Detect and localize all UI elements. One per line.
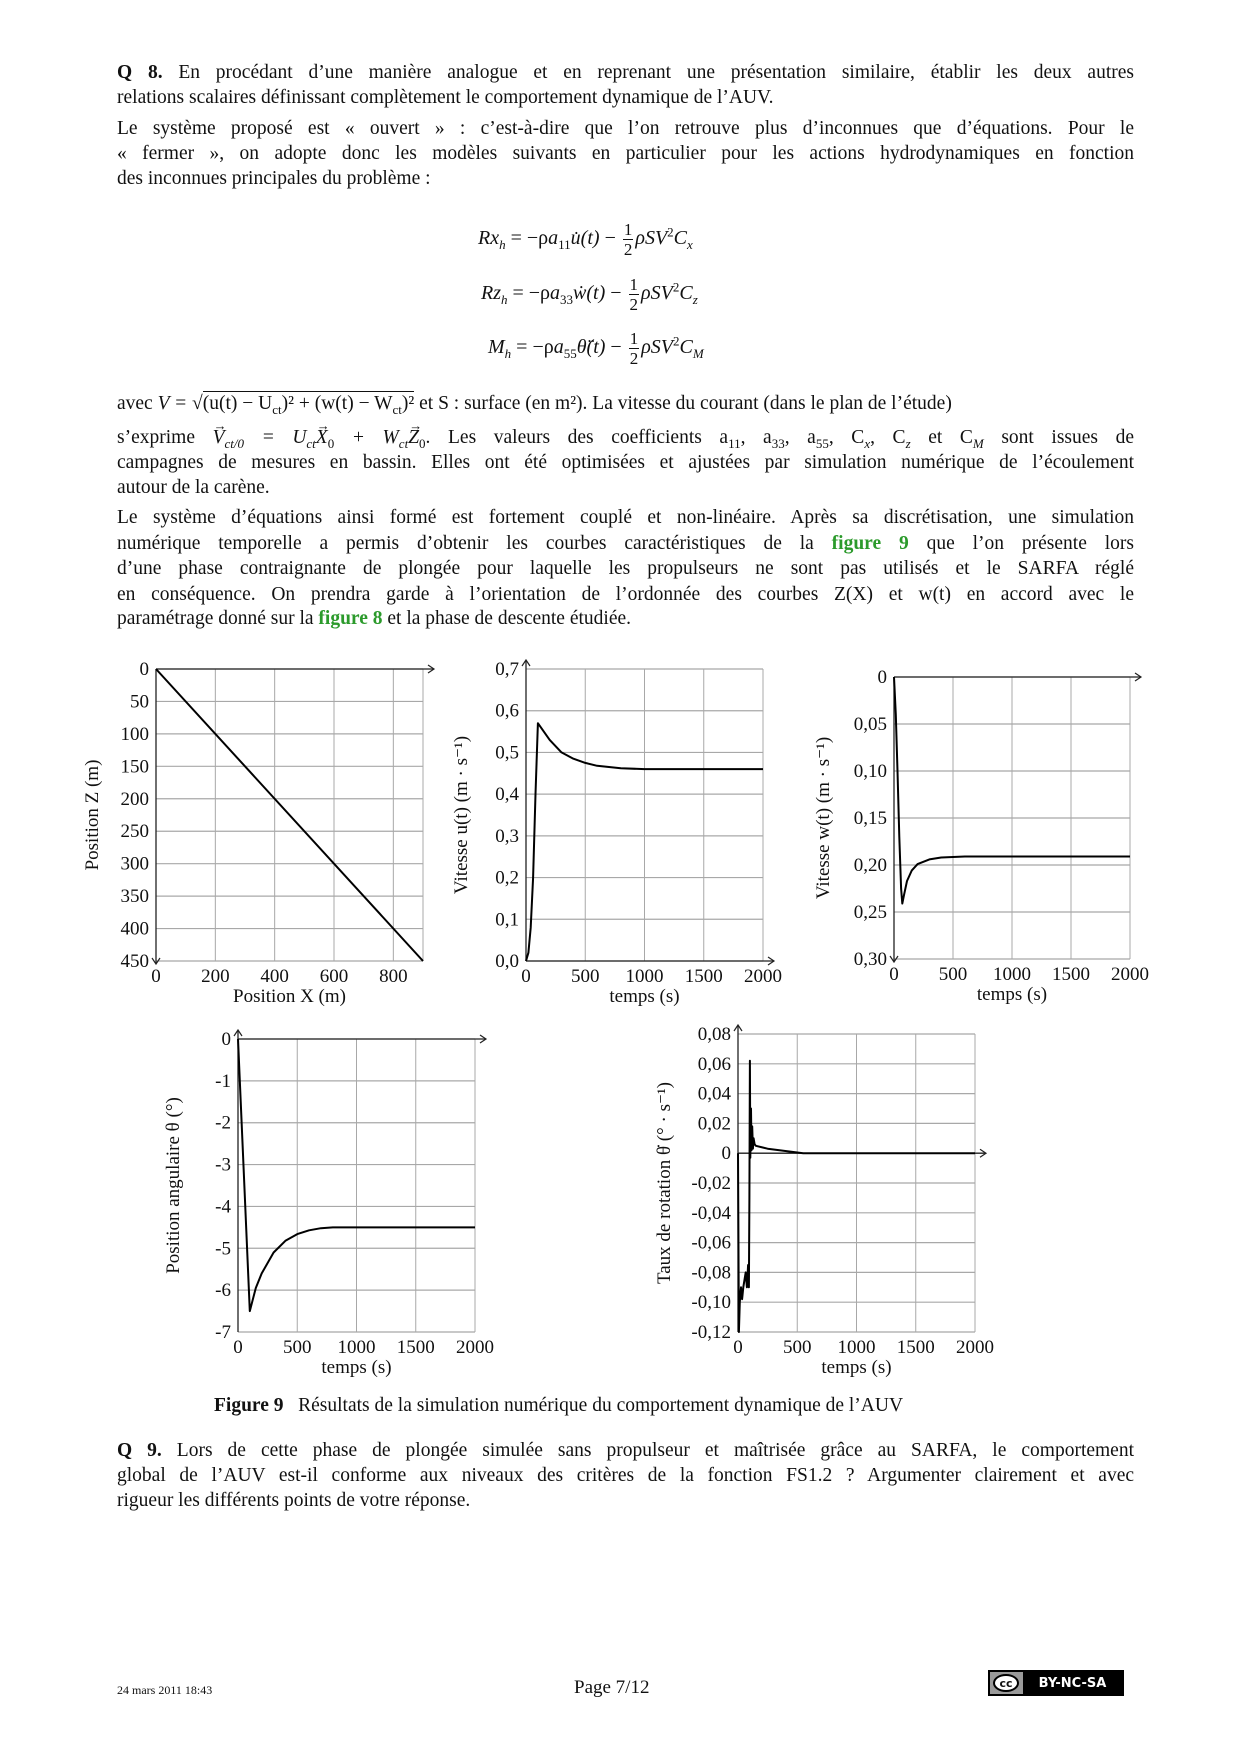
figure-9-link[interactable]: figure 9 (831, 533, 909, 554)
x-tick-label: 0 (733, 1337, 743, 1358)
y-tick-label: -1 (215, 1070, 231, 1092)
y-axis-label: Vitesse w(t) (m · s⁻¹) (813, 736, 834, 900)
y-tick-label: 50 (130, 691, 149, 713)
x-tick-label: 0 (889, 964, 899, 985)
equation-rz: $Rz_h$ = $-\rho a_{33}ẇ(t)$ − $\frac{1}{2}$ $\rho SV^2C_z$ (481, 275, 698, 314)
y-tick-label: 0,25 (853, 902, 887, 923)
x-tick-label: 600 (319, 966, 349, 987)
y-tick-label: 0,2 (495, 867, 519, 889)
chart-4 (163, 1029, 494, 1378)
y-axis-label: Position angulaire θ (°) (163, 1097, 184, 1274)
y-tick-label: 0,04 (697, 1083, 731, 1105)
footer-page-number: Page 7/12 (574, 1677, 650, 1698)
chart-3 (813, 667, 1149, 1005)
caption-label: Figure 9 (214, 1395, 284, 1416)
x-tick-label: 1500 (1052, 964, 1090, 985)
x-tick-label: 2000 (456, 1337, 494, 1358)
y-tick-label: 0,3 (495, 825, 519, 847)
para-sim-line-2: numérique temporelle a permis d’obtenir les courbes caractéristiques de la figure 9 que l’on présente lors (117, 533, 1134, 554)
x-axis-label: temps (s) (821, 1357, 892, 1378)
y-tick-label: 0,5 (495, 742, 519, 764)
equation-mh: $M_h$ = $-\rho a_{55}\thetä(t)$ − $\frac{1}{2}$ $\rho SV^2C_M$ (488, 329, 704, 368)
x-tick-label: 1500 (396, 1337, 435, 1358)
y-tick-label: 0,6 (495, 700, 519, 722)
q8-label: Q 8. (117, 62, 163, 83)
x-axis-label: temps (s) (976, 984, 1048, 1005)
x-tick-label: 500 (783, 1337, 812, 1358)
y-tick-label: 0,10 (853, 761, 887, 782)
y-tick-label: -0,06 (691, 1232, 731, 1254)
x-tick-label: 800 (379, 966, 408, 987)
x-axis-label: temps (s) (609, 986, 680, 1007)
y-tick-label: 450 (120, 951, 149, 972)
caption-text: Résultats de la simulation numérique du comportement dynamique de l’AUV (298, 1395, 904, 1416)
chart-5 (654, 1024, 994, 1378)
q8-text: En procédant d’une manière analogue et en reprenant une présentation similaire, établir les deux autres (178, 62, 1134, 83)
y-tick-label: 400 (120, 918, 149, 940)
x-tick-label: 0 (521, 966, 531, 987)
equation-rx: $Rx_h$ = $-\rho a_{11}u̇(t)$ − $\frac{1}{2}$ $\rho SV^2C_x$ (478, 220, 693, 259)
x-tick-label: 2000 (956, 1337, 994, 1358)
y-tick-label: 0,1 (495, 909, 519, 931)
y-axis-label: Vitesse u(t) (m · s⁻¹) (451, 735, 472, 895)
y-tick-label: -3 (215, 1154, 231, 1176)
y-tick-label: 150 (120, 756, 149, 778)
y-tick-label: 0,08 (697, 1024, 731, 1045)
y-tick-label: -0,10 (691, 1292, 731, 1314)
x-tick-label: 1500 (896, 1337, 935, 1358)
q9-label: Q 9. (117, 1440, 162, 1461)
figure-caption (214, 1395, 903, 1417)
y-tick-label: 0,4 (495, 784, 519, 806)
y-tick-label: 0,02 (697, 1113, 731, 1135)
q8-line-2: relations scalaires définissant complètement le comportement dynamique de l’AUV. (117, 87, 774, 108)
x-tick-label: 1000 (625, 966, 664, 987)
y-tick-label: 250 (120, 821, 149, 843)
para-avec-line-1: avec $V = √(u(t) - U_{ct})^2 + (w(t) - W_{ct})^2$ et S : surface (en m²). La vitesse du courant (dans le plan de l’étude) (117, 393, 952, 417)
y-tick-label: 0 (139, 659, 149, 680)
x-tick-label: 1000 (337, 1337, 376, 1358)
chart-2 (451, 659, 782, 1007)
y-tick-label: -2 (215, 1112, 231, 1134)
y-tick-label: 0,15 (853, 808, 887, 829)
para-open-line-1: Le système proposé est « ouvert » : c’est-à-dire que l’on retrouve plus d’inconnues que d’équations. Pour le (117, 118, 1134, 139)
y-axis-label: Position Z (m) (82, 759, 103, 871)
x-tick-label: 500 (571, 966, 600, 987)
x-tick-label: 500 (938, 964, 968, 985)
x-tick-label: 1000 (837, 1337, 876, 1358)
y-tick-label: -4 (215, 1196, 231, 1218)
y-tick-label: 300 (120, 853, 149, 875)
y-tick-label: -7 (215, 1322, 231, 1343)
x-tick-label: 2000 (1111, 964, 1149, 985)
x-axis-label: Position X (m) (233, 986, 346, 1007)
x-tick-label: 0 (151, 966, 161, 987)
y-tick-label: 0 (221, 1029, 231, 1050)
y-tick-label: 0,20 (853, 855, 887, 876)
x-tick-label: 2000 (744, 966, 782, 987)
creative-commons-icon: cc (993, 1674, 1019, 1692)
x-tick-label: 1500 (684, 966, 723, 987)
y-tick-label: 0,0 (495, 951, 519, 972)
para-sim-line-3: d’une phase contraignante de plongée pour laquelle les propulseurs ne sont pas utilisés et le SARFA réglé (117, 558, 1134, 579)
y-tick-label: -0,12 (691, 1322, 731, 1343)
q9-line-3: rigueur les différents points de votre réponse. (117, 1490, 471, 1511)
x-axis-label: temps (s) (321, 1357, 392, 1378)
y-tick-label: 0,30 (853, 949, 887, 970)
y-tick-label: 0,05 (853, 714, 887, 735)
y-tick-label: 350 (120, 886, 149, 908)
q9-line-2: global de l’AUV est-il conforme aux niveaux des critères de la fonction FS1.2 ? Argumenter clairement et avec (117, 1465, 1134, 1486)
y-axis-label: Taux de rotation θ̇ (° · s⁻¹) (654, 1081, 675, 1285)
para-sim-line-1: Le système d’équations ainsi formé est fortement couplé et non-linéaire. Après sa discrétisation, une simulation (117, 507, 1134, 528)
y-tick-label: 0 (721, 1143, 731, 1165)
y-tick-label: -0,02 (691, 1173, 731, 1194)
y-tick-label: -5 (215, 1238, 231, 1260)
chart-1 (82, 659, 434, 1007)
q9-line-1: Q 9. Lors de cette phase de plongée simulée sans propulseur et maîtrisée grâce au SARFA, le comportement (117, 1440, 1135, 1461)
footer-date: 24 mars 2011 18:43 (117, 1683, 213, 1697)
y-tick-label: 200 (120, 788, 149, 810)
para-sim-line-5: paramétrage donné sur la figure 8 et la phase de descente étudiée. (117, 608, 632, 629)
x-tick-label: 200 (201, 966, 230, 987)
x-tick-label: 400 (260, 966, 289, 987)
y-tick-label: -6 (215, 1280, 231, 1302)
license-text: BY-NC-SA (1023, 1672, 1122, 1694)
figure-8-link[interactable]: figure 8 (318, 608, 383, 629)
y-tick-label: 0 (877, 667, 887, 688)
y-tick-label: -0,08 (691, 1262, 731, 1284)
para-avec-line-3: campagnes de mesures en bassin. Elles ont été optimisées et ajustées par simulation numérique de l’écoulement (117, 452, 1134, 473)
license-badge (988, 1670, 1124, 1696)
para-sim-line-4: en conséquence. On prendra garde à l’orientation de l’ordonnée des courbes Z(X) et w(t) en accord avec le (117, 584, 1134, 605)
para-open-line-3: des inconnues principales du problème : (117, 168, 431, 189)
x-tick-label: 1000 (993, 964, 1031, 985)
x-tick-label: 0 (233, 1337, 243, 1358)
para-open-line-2: « fermer », on adopte donc les modèles suivants en particulier pour les actions hydrodynamiques en fonction (117, 143, 1134, 164)
para-avec-line-2: s’exprime → $V_{ct/0} = U_{ct}\to X_0 + W_{ct}\to Z_0$. Les valeurs des coefficients $a_{11}$, $a_{33}$, $a_{55}$, $C_x$, $C_z$ et $C_M$ sont issues de (117, 426, 1134, 450)
para-avec-line-4: autour de la carène. (117, 477, 270, 498)
y-tick-label: 0,06 (697, 1053, 731, 1075)
series-line (156, 669, 423, 961)
y-tick-label: 0,7 (495, 659, 519, 680)
y-tick-label: -0,04 (691, 1202, 731, 1224)
x-tick-label: 500 (283, 1337, 312, 1358)
y-tick-label: 100 (120, 723, 149, 745)
